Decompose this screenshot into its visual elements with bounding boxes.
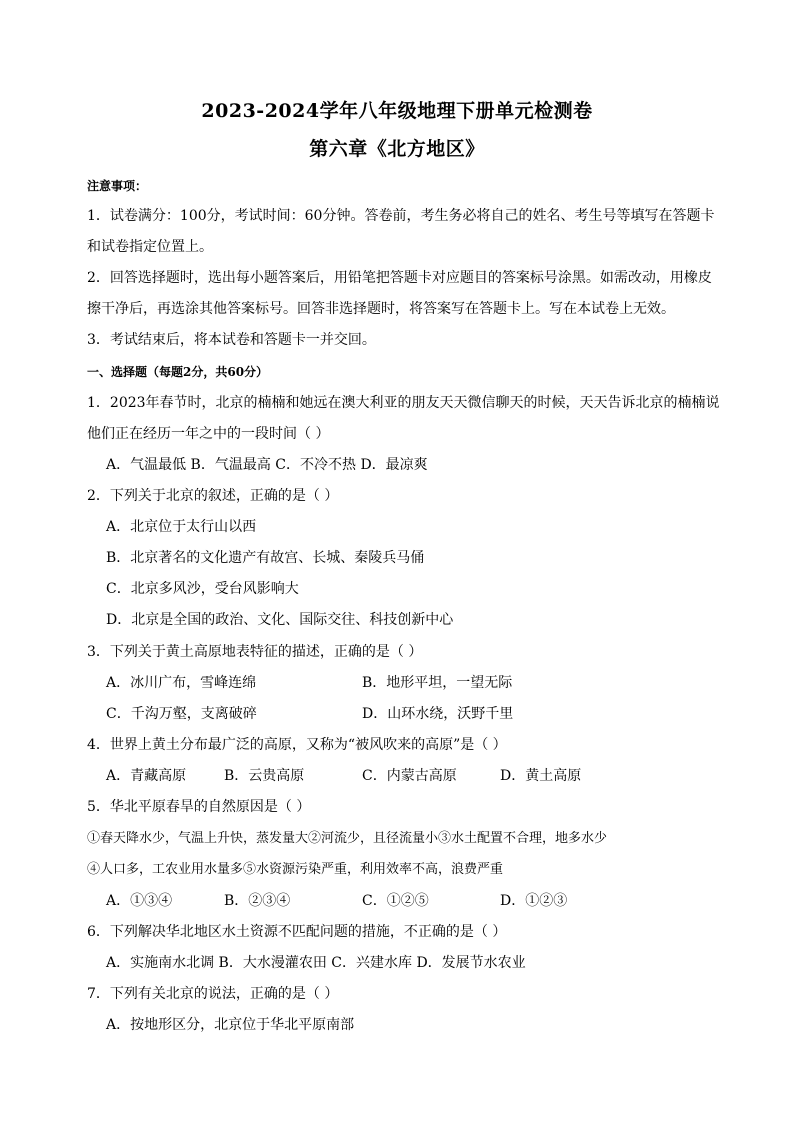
question-2-option-c: C．北京多风沙，受台风影响大: [106, 581, 299, 597]
exam-title: 2023-2024学年八年级地理下册单元检测卷: [201, 100, 593, 122]
question-6-options: A．实施南水北调 B．大水漫灌农田 C．兴建水库 D．发展节水农业: [106, 955, 526, 971]
question-3-option-b: B．地形平坦，一望无际: [362, 675, 513, 691]
question-5-stem: 5．华北平原春旱的自然原因是（ ）: [87, 799, 311, 815]
notice-item-2-line-1: 2．回答选择题时，选出每小题答案后，用铅笔把答题卡对应题目的答案标号涂黑。如需改动，用橡皮: [87, 270, 712, 286]
question-2-option-b: B．北京著名的文化遗产有故宫、长城、秦陵兵马俑: [106, 550, 425, 566]
notice-item-1-line-1: 1．试卷满分：100分，考试时间：60分钟。答卷前，考生务必将自己的姓名、考生号等填写在答题卡: [87, 208, 715, 224]
question-2-option-d: D．北京是全国的政治、文化、国际交往、科技创新中心: [106, 612, 454, 628]
question-4-option-d: D．黄土高原: [500, 768, 582, 784]
question-7-option-a: A．按地形区分，北京位于华北平原南部: [106, 1017, 355, 1033]
question-5-option-b: B．②③④: [224, 893, 291, 909]
notice-item-1-line-2: 和试卷指定位置上。: [87, 239, 213, 255]
notice-item-3: 3．考试结束后，将本试卷和答题卡一并交回。: [87, 332, 376, 348]
question-5-statements-line-1: ①春天降水少，气温上升快，蒸发量大②河流少，且径流量小③水土配置不合理，地多水少: [87, 831, 608, 846]
question-3-option-a: A．冰川广布，雪峰连绵: [106, 675, 257, 691]
question-7-stem: 7．下列有关北京的说法，正确的是（ ）: [87, 986, 339, 1002]
question-5-option-a: A．①③④: [106, 893, 173, 909]
question-5-statements-line-2: ④人口多，工农业用水量多⑤水资源污染严重，利用效率不高，浪费严重: [87, 862, 504, 877]
notice-item-2-line-2: 擦干净后，再选涂其他答案标号。回答非选择题时，将答案写在答题卡上。写在本试卷上无效。: [87, 301, 675, 317]
exam-subtitle: 第六章《北方地区》: [309, 138, 485, 160]
question-3-option-c: C．千沟万壑，支离破碎: [106, 706, 257, 722]
question-1-options: A．气温最低 B．气温最高 C．不冷不热 D．最凉爽: [106, 457, 428, 473]
question-5-option-c: C．①②⑤: [362, 893, 429, 909]
question-4-option-b: B．云贵高原: [224, 768, 305, 784]
question-3-stem: 3．下列关于黄土高原地表特征的描述，正确的是（ ）: [87, 644, 423, 660]
notice-heading: 注意事项：: [87, 179, 148, 193]
question-4-option-c: C．内蒙古高原: [362, 768, 457, 784]
question-1-line-2: 他们正在经历一年之中的一段时间（ ）: [87, 426, 330, 442]
question-4-stem: 4．世界上黄土分布最广泛的高原，又称为“被风吹来的高原”是（ ）: [87, 737, 507, 753]
question-5-option-d: D．①②③: [500, 893, 568, 909]
question-6-stem: 6．下列解决华北地区水土资源不匹配问题的措施，不正确的是（ ）: [87, 924, 507, 940]
question-1-line-1: 1．2023年春节时，北京的楠楠和她远在澳大利亚的朋友天天微信聊天的时候，天天告诉北京的楠楠说: [87, 395, 720, 411]
question-4-option-a: A．青藏高原: [106, 768, 187, 784]
question-2-stem: 2．下列关于北京的叙述，正确的是（ ）: [87, 488, 339, 504]
question-2-option-a: A．北京位于太行山以西: [106, 519, 257, 535]
question-3-option-d: D．山环水绕，沃野千里: [362, 706, 514, 722]
section-heading: 一、选择题（每题2分，共60分）: [87, 365, 269, 379]
